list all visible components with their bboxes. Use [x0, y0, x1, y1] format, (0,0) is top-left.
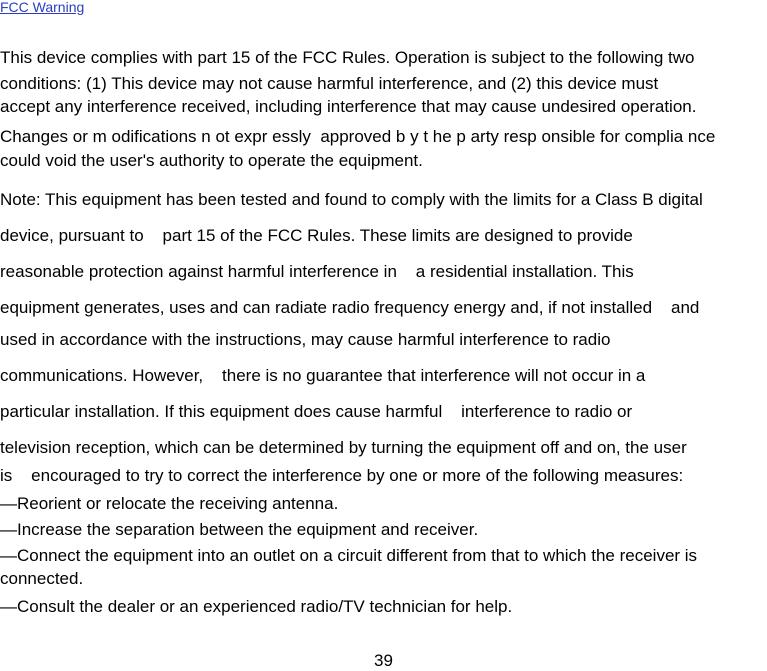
measure-item: —Reorient or relocate the receiving antenna. — [0, 494, 339, 513]
compliance-line: This device complies with part 15 of the FCC Rules. Operation is subject to the following two — [0, 48, 695, 67]
changes-line: Changes or m odifications n ot expr essly approved b y t he p arty resp onsible for complia nce — [0, 127, 716, 146]
measure-item: —Connect the equipment into an outlet on a circuit different from that to which the receiver is — [0, 546, 698, 565]
fcc-warning-link[interactable]: FCC Warning — [0, 0, 85, 15]
note-line: communications. However, there is no guarantee that interference will not occur in a — [0, 366, 646, 385]
note-line: television reception, which can be determined by turning the equipment off and on, the user — [0, 438, 687, 457]
note-line: equipment generates, uses and can radiate radio frequency energy and, if not installed and — [0, 298, 700, 317]
note-line: reasonable protection against harmful interference in a residential installation. This — [0, 262, 634, 281]
note-line: used in accordance with the instructions, may cause harmful interference to radio — [0, 330, 611, 349]
page-number: 39 — [374, 651, 393, 670]
measure-item: —Increase the separation between the equipment and receiver. — [0, 520, 479, 539]
compliance-line: conditions: (1) This device may not cause harmful interference, and (2) this device must — [0, 74, 659, 93]
note-line: Note: This equipment has been tested and found to comply with the limits for a Class B digital — [0, 190, 703, 209]
compliance-line: accept any interference received, including interference that may cause undesired operation. — [0, 97, 697, 116]
note-line: device, pursuant to part 15 of the FCC Rules. These limits are designed to provide — [0, 226, 633, 245]
note-line: is encouraged to try to correct the interference by one or more of the following measures: — [0, 466, 684, 485]
changes-line: could void the user's authority to operate the equipment. — [0, 151, 423, 170]
note-line: particular installation. If this equipment does cause harmful interference to radio or — [0, 402, 633, 421]
measure-item: connected. — [0, 569, 84, 588]
measure-item: —Consult the dealer or an experienced radio/TV technician for help. — [0, 597, 513, 616]
